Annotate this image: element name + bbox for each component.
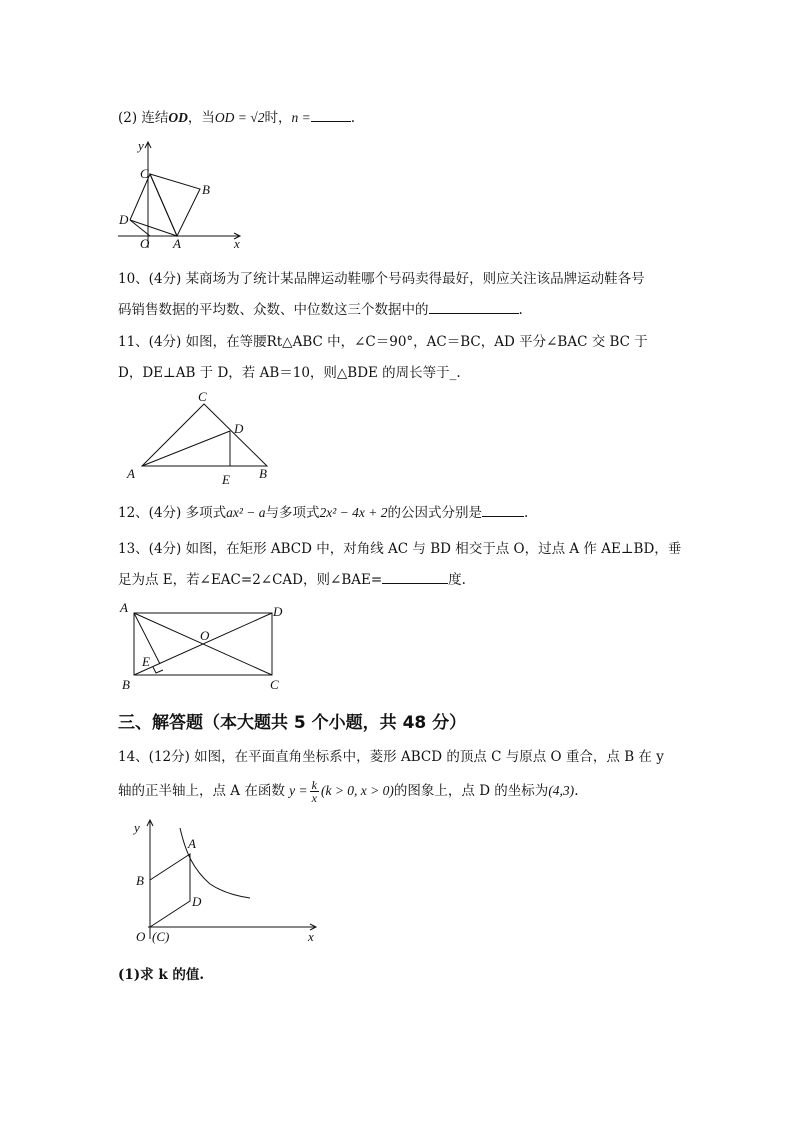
- fig2-triangle: [142, 404, 267, 466]
- q9-n-eq: n =: [291, 110, 311, 125]
- q12-expr1: ax² − a: [226, 505, 266, 520]
- figure-1: [110, 136, 250, 256]
- q9-part2: [118, 108, 355, 127]
- fig1-square: [150, 174, 200, 236]
- q9-answer-blank[interactable]: [311, 108, 351, 122]
- q13-end: 度.: [448, 572, 466, 588]
- q10-end: .: [518, 302, 523, 318]
- fig1-label-x: x: [234, 236, 240, 251]
- fig4-label-y: y: [134, 820, 140, 835]
- fig4-label-c: (C): [152, 929, 170, 944]
- q10-line2: [118, 300, 523, 319]
- q14-num: k: [311, 778, 317, 792]
- q12-answer-blank[interactable]: [482, 503, 524, 517]
- fig3-label-b: B: [122, 677, 130, 692]
- q9-time: 时，: [264, 110, 292, 126]
- q14-coord: (4,3): [548, 783, 575, 798]
- q9-end: .: [350, 110, 355, 126]
- fig1-do: [130, 220, 150, 236]
- fig1-ca: [150, 174, 177, 236]
- fig3-label-e: E: [142, 654, 150, 669]
- q14-part1: (1)求 k 的值.: [118, 967, 205, 983]
- q14-den: x: [311, 791, 317, 805]
- fig3-label-d: D: [273, 604, 283, 619]
- q14-line2a: 轴的正半轴上，点 A 在函数: [118, 783, 285, 799]
- q12: [118, 503, 528, 522]
- q12-prefix: 12、(4分) 多项式: [118, 505, 227, 521]
- fig1-label-d: D: [119, 212, 129, 227]
- q14-line2: [118, 776, 578, 806]
- fig1-da: [130, 220, 177, 236]
- fig1-label-y: y: [138, 138, 144, 153]
- fig1-label-o: O: [140, 236, 150, 251]
- fig4-label-x: x: [308, 929, 314, 944]
- figure-2: [122, 388, 282, 488]
- fig2-label-c: C: [198, 389, 207, 404]
- q12-expr2: 2x² − 4x + 2: [319, 505, 388, 520]
- fig1-label-b: B: [202, 182, 210, 197]
- fig3-right-angle: [153, 667, 163, 673]
- q10-line1: 10、(4分) 某商场为了统计某品牌运动鞋哪个号码卖得最好，则应关注该品牌运动鞋各号: [118, 271, 645, 287]
- fig1-label-c: C: [140, 166, 149, 181]
- q12-mid: 与多项式: [265, 505, 320, 521]
- fig2-label-a: A: [127, 466, 135, 481]
- fig4-label-b: B: [136, 873, 144, 888]
- q14-fraction: [310, 779, 319, 804]
- section-3-title: 三、解答题（本大题共 5 个小题，共 48 分）: [118, 713, 467, 733]
- q9-seg: OD: [168, 110, 188, 125]
- fig3-label-a: A: [120, 600, 128, 615]
- fig3-label-c: C: [270, 677, 279, 692]
- q14-line1: 14、(12分) 如图，在平面直角坐标系中，菱形 ABCD 的顶点 C 与原点 O 重合，点 B 在 y: [118, 749, 664, 765]
- q11-line2: D，DE⊥AB 于 D，若 AB＝10，则△BDE 的周长等于_.: [118, 365, 461, 381]
- fig4-label-o: O: [136, 929, 146, 944]
- q12-end: .: [524, 505, 529, 521]
- fig2-ad: [142, 431, 230, 466]
- fig2-label-b: B: [259, 466, 267, 481]
- figure-4: [128, 814, 328, 950]
- fig4-label-d: D: [192, 894, 202, 909]
- q9-when: ，当: [187, 110, 215, 126]
- fig2-label-e: E: [222, 472, 230, 487]
- fig4-rhombus: [150, 854, 190, 927]
- q10-answer-blank[interactable]: [429, 300, 519, 314]
- q14-end: .: [574, 783, 579, 799]
- fig1-label-a: A: [173, 236, 181, 251]
- fig2-label-d: D: [234, 421, 244, 436]
- fig3-label-o: O: [200, 628, 210, 643]
- figure-3: [116, 598, 296, 694]
- fig4-label-a: A: [188, 836, 196, 851]
- q13-line2: [118, 570, 466, 589]
- q9-od-eq: OD = √2: [214, 110, 265, 125]
- q13-line2-text: 足为点 E，若∠EAC=2∠CAD，则∠BAE=: [118, 572, 383, 588]
- q11-line1: 11、(4分) 如图，在等腰Rt△ABC 中，∠C＝90°，AC＝BC，AD 平分∠BAC 交 BC 于: [118, 334, 648, 350]
- q14-func: y =: [289, 783, 308, 798]
- q13-line1: 13、(4分) 如图，在矩形 ABCD 中，对角线 AC 与 BD 相交于点 O，过点 A 作 AE⊥BD，垂: [118, 541, 682, 557]
- q9-prefix: (2) 连结: [118, 110, 169, 126]
- q10-line2-text: 码销售数据的平均数、众数、中位数这三个数据中的: [118, 302, 429, 318]
- q13-answer-blank[interactable]: [382, 570, 448, 584]
- q12-suffix: 的公因式分别是: [387, 505, 483, 521]
- q14-line2b: 的图象上，点 D 的坐标为: [393, 783, 549, 799]
- q14-cond: (k > 0, x > 0): [320, 783, 394, 798]
